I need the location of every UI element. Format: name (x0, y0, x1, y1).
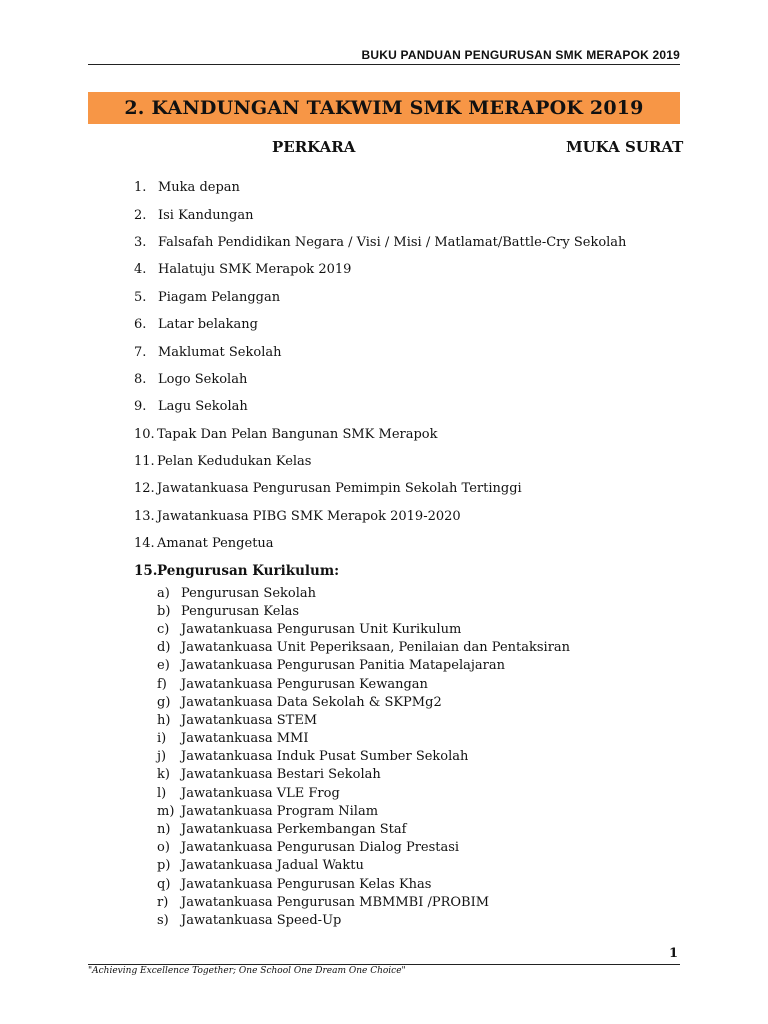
sublist-item (157, 857, 570, 875)
sublist-item (157, 911, 570, 929)
sub-item-letter: n) (157, 822, 171, 838)
item-number: 9. (134, 399, 147, 415)
sub-item-label: Jawatankuasa Unit Peperiksaan, Penilaian dan Pentaksiran (181, 640, 571, 656)
contents-list (134, 174, 626, 585)
footer-divider (88, 964, 680, 965)
column-header-item: PERKARA (272, 138, 356, 156)
sublist-item (157, 730, 570, 748)
item-label: Piagam Pelanggan (158, 289, 281, 305)
list-item (134, 338, 626, 365)
sub-item-letter: h) (157, 712, 171, 728)
sub-item-label: Jawatankuasa Pengurusan Kewangan (181, 676, 428, 692)
sub-item-label: Jawatankuasa Pengurusan Panitia Matapelajaran (181, 658, 505, 674)
sublist-item (157, 620, 570, 638)
sub-item-letter: i) (157, 731, 167, 747)
sub-item-label: Jawatankuasa Speed-Up (181, 912, 342, 928)
item-number: 1. (134, 180, 147, 196)
item-label: Jawatankuasa Pengurusan Pemimpin Sekolah Tertinggi (157, 481, 522, 497)
item-number: 7. (134, 344, 147, 360)
list-item (134, 174, 626, 201)
item-label: Pengurusan Kurikulum: (157, 563, 340, 580)
page-title: 2. KANDUNGAN TAKWIM SMK MERAPOK 2019 (124, 97, 644, 119)
sub-item-letter: k) (157, 767, 170, 783)
sub-item-letter: d) (157, 640, 171, 656)
sublist-item (157, 675, 570, 693)
item-label: Logo Sekolah (158, 371, 248, 387)
sub-item-letter: m) (157, 803, 175, 819)
sub-item-letter: e) (157, 658, 170, 674)
sublist-item (157, 893, 570, 911)
item-label: Falsafah Pendidikan Negara / Visi / Misi / Matlamat/Battle-Cry Sekolah (158, 234, 627, 250)
item-number: 6. (134, 317, 147, 333)
sub-item-letter: g) (157, 694, 171, 710)
sub-item-label: Jawatankuasa Pengurusan MBMMBI /PROBIM (181, 894, 490, 910)
running-header: BUKU PANDUAN PENGURUSAN SMK MERAPOK 2019 (361, 48, 680, 62)
sublist-item (157, 766, 570, 784)
sublist-item (157, 693, 570, 711)
sub-item-label: Pengurusan Sekolah (181, 585, 317, 601)
sub-item-letter: s) (157, 912, 169, 928)
list-item (134, 366, 626, 393)
sub-item-label: Pengurusan Kelas (181, 603, 300, 619)
list-item (134, 284, 626, 311)
list-item (134, 530, 626, 557)
item-label: Maklumat Sekolah (158, 344, 282, 360)
item-label: Muka depan (158, 180, 240, 196)
item-number: 8. (134, 371, 147, 387)
section-heading-kurikulum (134, 557, 626, 584)
list-item (134, 256, 626, 283)
item-number: 11. (134, 454, 155, 470)
sub-item-label: Jawatankuasa Pengurusan Dialog Prestasi (181, 840, 460, 856)
sub-item-letter: q) (157, 876, 171, 892)
page-number: 1 (668, 946, 678, 961)
item-number: 12. (134, 481, 155, 497)
sub-item-letter: j) (157, 749, 167, 765)
sub-item-label: Jawatankuasa Jadual Waktu (181, 858, 364, 874)
sub-item-label: Jawatankuasa MMI (181, 731, 309, 747)
item-label: Jawatankuasa PIBG SMK Merapok 2019-2020 (157, 508, 461, 524)
sublist-item (157, 839, 570, 857)
column-header-page: MUKA SURAT (566, 138, 684, 156)
sub-item-letter: f) (157, 676, 167, 692)
item-number: 15. (134, 563, 158, 580)
list-item (134, 503, 626, 530)
item-label: Halatuju SMK Merapok 2019 (158, 262, 352, 278)
sub-item-label: Jawatankuasa Perkembangan Staf (181, 822, 407, 838)
sublist-item (157, 748, 570, 766)
list-item (134, 311, 626, 338)
item-number: 5. (134, 289, 147, 305)
kurikulum-sublist (157, 584, 570, 930)
sublist-item (157, 657, 570, 675)
sub-item-label: Jawatankuasa Data Sekolah & SKPMg2 (181, 694, 442, 710)
sublist-item (157, 820, 570, 838)
list-item (134, 448, 626, 475)
item-number: 3. (134, 234, 147, 250)
item-number: 13. (134, 508, 155, 524)
sub-item-label: Jawatankuasa Induk Pusat Sumber Sekolah (181, 749, 469, 765)
item-label: Pelan Kedudukan Kelas (157, 454, 312, 470)
list-item (134, 475, 626, 502)
sub-item-letter: l) (157, 785, 167, 801)
sub-item-letter: o) (157, 840, 170, 856)
sub-item-letter: b) (157, 603, 171, 619)
item-number: 14. (134, 536, 155, 552)
sub-item-label: Jawatankuasa STEM (181, 712, 318, 728)
item-label: Latar belakang (158, 317, 258, 333)
sub-item-label: Jawatankuasa Pengurusan Unit Kurikulum (181, 621, 462, 637)
sublist-item (157, 802, 570, 820)
sub-item-letter: r) (157, 894, 169, 910)
sub-item-letter: p) (157, 858, 171, 874)
item-number: 2. (134, 207, 147, 223)
sublist-item (157, 875, 570, 893)
sub-item-label: Jawatankuasa Program Nilam (181, 803, 379, 819)
item-label: Isi Kandungan (158, 207, 254, 223)
item-number: 4. (134, 262, 147, 278)
sub-item-label: Jawatankuasa Bestari Sekolah (181, 767, 381, 783)
sub-item-label: Jawatankuasa Pengurusan Kelas Khas (181, 876, 432, 892)
list-item (134, 229, 626, 256)
sublist-item (157, 584, 570, 602)
header-divider (88, 64, 680, 65)
list-item (134, 393, 626, 420)
title-banner (88, 92, 680, 124)
footer-motto: "Achieving Excellence Together; One School One Dream One Choice" (88, 966, 406, 976)
item-number: 10. (134, 426, 155, 442)
list-item (134, 421, 626, 448)
sublist-item (157, 602, 570, 620)
item-label: Tapak Dan Pelan Bangunan SMK Merapok (157, 426, 438, 442)
sub-item-letter: c) (157, 621, 170, 637)
sublist-item (157, 784, 570, 802)
sublist-item (157, 711, 570, 729)
list-item (134, 201, 626, 228)
item-label: Lagu Sekolah (158, 399, 248, 415)
sublist-item (157, 639, 570, 657)
sub-item-label: Jawatankuasa VLE Frog (181, 785, 340, 801)
sub-item-letter: a) (157, 585, 170, 601)
item-label: Amanat Pengetua (157, 536, 274, 552)
